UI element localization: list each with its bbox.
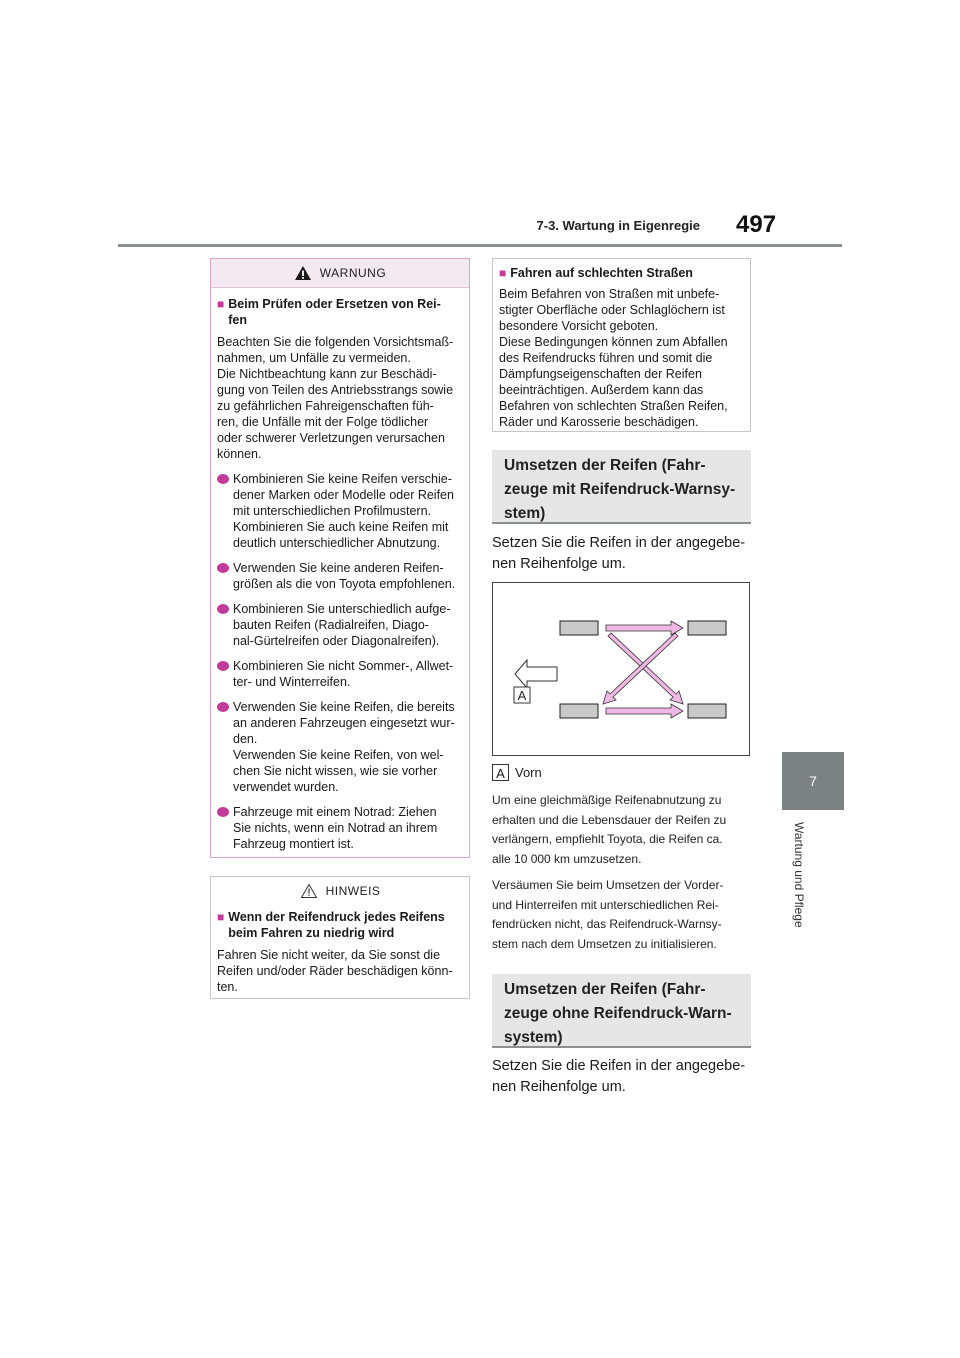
callout-label: A [517,688,527,703]
bullet-text: Verwenden Sie keine anderen Reifen- größen als die von Toyota empfohlenen. [233,561,456,591]
square-bullet-icon: ■ [217,910,225,924]
bullet-dot-icon [217,702,229,712]
page-number: 497 [736,211,777,238]
bullet-dot-icon [217,474,229,484]
chapter-number: 7 [809,773,817,789]
chapter-label: Wartung und Pflege [792,822,806,928]
tire-rotation-diagram [492,582,750,756]
front-direction-arrow [515,660,557,688]
bullet-dot-icon [217,807,229,817]
bullet-text: Kombinieren Sie keine Reifen verschie- dener Marken oder Modelle oder Reifen mit unterschiedlichen Profilmustern. Kombinieren Sie auch keine Reifen mit deutlich unterschiedlicher Abnutzung. [233,472,454,550]
bullet-text: Verwenden Sie keine Reifen, die bereits an anderen Fahrzeugen eingesetzt wur- den. Verwenden Sie keine Reifen, von wel- chen Sie nicht wissen, wie sie vorher verwendet wurden. [233,700,455,794]
warning-title: WARNUNG [319,266,387,280]
bullet-dot-icon [217,563,229,573]
diagram-legend [492,764,542,781]
tire-front-right [688,621,726,635]
bullet-text: Fahrzeuge mit einem Notrad: Ziehen Sie nichts, wenn ein Notrad an ihrem Fahrzeug montiert ist. [233,805,438,851]
bullet-text: Kombinieren Sie nicht Sommer-, Allwet- ter- und Winterreifen. [233,659,454,689]
warning-bullet [217,560,463,592]
rotation-instruction: Setzen Sie die Reifen in der angegebe- nen Reihenfolge um. [492,535,746,572]
arrow-diagonal-up [603,633,678,704]
square-bullet-icon: ■ [217,297,225,311]
arrow-diagonal-down [608,633,683,704]
legend-label: A [492,764,509,781]
bullet-text: Kombinieren Sie unterschiedlich aufge- bauten Reifen (Radialreifen, Diago- nal-Gürtelreifen oder Diagonalreifen). [233,602,451,648]
warning-bullet [217,699,463,795]
chapter-tab [782,752,844,810]
warning-bullet [217,471,463,551]
tire-rear-left [560,704,598,718]
legend-text: Vorn [515,765,542,780]
note-box [210,876,470,999]
header-divider [118,244,842,247]
warning-intro: Beachten Sie die folgenden Vorsichtsmaß- nahmen, um Unfälle zu vermeiden. Die Nichtbeachtung kann zur Beschädi- gung von Teilen des Antriebsstrangs sowie zu gefährlichen Fahreigenschaften füh- ren, die Unfälle mit der Folge tödlicher oder schwerer Verletzungen verursachen können. [217,335,454,461]
note-text: Fahren Sie nicht weiter, da Sie sonst die Reifen und/oder Räder beschädigen könn- ten. [217,948,453,994]
caution-outline-icon [300,883,318,899]
bullet-dot-icon [217,604,229,614]
warning-heading [217,296,463,328]
section-heading-with-tpws [492,450,751,524]
warning-box [210,258,470,858]
warning-bullet [217,601,463,649]
rotation-svg [493,583,749,755]
tire-front-left [560,621,598,635]
rough-roads-text: Beim Befahren von Straßen mit unbefe- stigter Oberfläche oder Schlaglöchern ist besondere Vorsicht geboten. Diese Bedingungen können zum Abfallen des Reifendrucks führen und somit die Dämpfungseigenschaften der Reifen beeinträchtigen. Außerdem kann das Befahren von schlechten Straßen Reifen, Räder und Karosserie beschädigen. [499,287,728,429]
warning-heading-text: Beim Prüfen oder Ersetzen von Rei- fen [228,297,441,327]
rotation-info-2: Versäumen Sie beim Umsetzen der Vorder- und Hinterreifen mit unterschiedlichen Rei- fendrücken nicht, das Reifendruck-Warnsy- stem nach dem Umsetzen zu initialisieren. [492,878,724,951]
rotation-instruction-2: Setzen Sie die Reifen in der angegebe- nen Reihenfolge um. [492,1058,746,1095]
warning-bullet [217,658,463,690]
arrow-rear-straight [606,704,683,718]
rough-roads-heading-text: Fahren auf schlechten Straßen [510,266,693,280]
warning-bullet [217,804,463,852]
tire-rear-right [688,704,726,718]
square-bullet-icon: ■ [499,266,507,280]
section-heading-text: Umsetzen der Reifen (Fahr- zeuge mit Reifendruck-Warnsy- stem) [504,457,736,522]
rotation-info-1: Um eine gleichmäßige Reifenabnutzung zu erhalten und die Lebensdauer der Reifen zu verlängern, empfiehlt Toyota, die Reifen ca. alle 10 000 km umzusetzen. [492,793,727,866]
warning-header [211,259,469,288]
rough-roads-box [492,258,751,432]
rough-roads-heading [499,265,744,281]
warning-icon [294,265,312,281]
note-title: HINWEIS [325,884,381,898]
note-heading-text: Wenn der Reifendruck jedes Reifens beim Fahren zu niedrig wird [228,910,445,940]
section-heading-without-tpws [492,974,751,1048]
bullet-dot-icon [217,661,229,671]
note-header [211,877,469,905]
arrow-front-straight [606,621,683,635]
note-heading [217,909,463,941]
section-heading-text: Umsetzen der Reifen (Fahr- zeuge ohne Reifendruck-Warn- system) [504,981,732,1046]
section-title: 7-3. Wartung in Eigenregie [536,218,700,233]
